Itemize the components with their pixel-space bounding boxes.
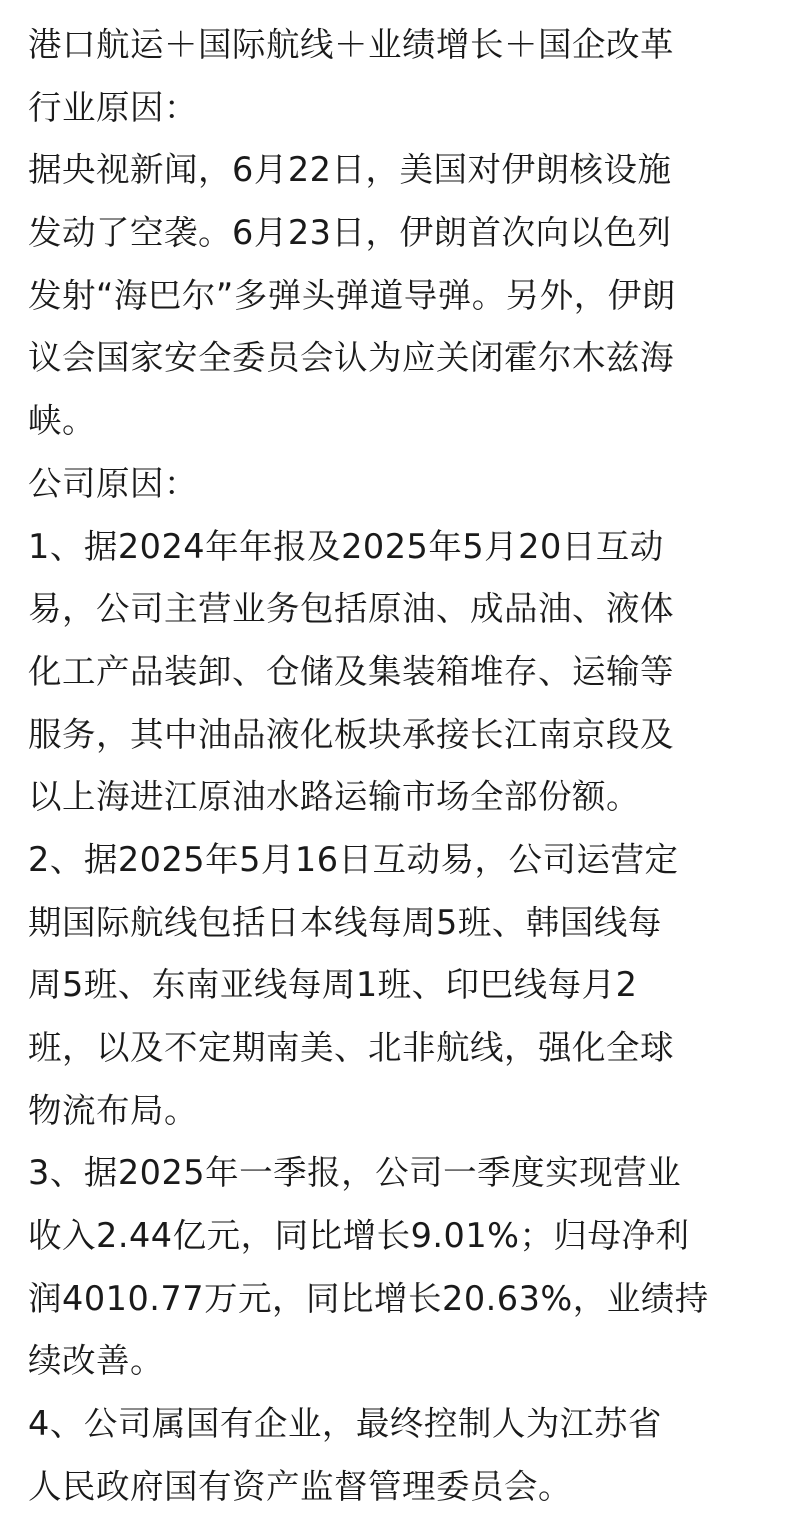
text-line: 物流布局。 xyxy=(28,1090,198,1130)
headline: 港口航运＋国际航线＋业绩增长＋国企改革 xyxy=(28,25,674,64)
text-line: 班，以及不定期南美、北非航线，强化全球 xyxy=(28,1028,674,1067)
section-heading-company: 公司原因： xyxy=(28,463,198,503)
text-line: 4、公司属国有企业，最终控制人为江苏省 xyxy=(28,1404,662,1444)
text-line: 收入2.44亿元，同比增长9.01%；归母净利 xyxy=(28,1216,690,1256)
text-line: 发动了空袭。6月23日，伊朗首次向以色列 xyxy=(28,213,672,253)
text-line: 发射“海巴尔”多弹头弹道导弹。另外，伊朗 xyxy=(28,275,676,315)
document-body xyxy=(28,14,773,1519)
text-line: 化工产品装卸、仓储及集装箱堆存、运输等 xyxy=(28,651,674,691)
text-line: 以上海进江原油水路运输市场全部份额。 xyxy=(28,777,640,817)
text-line: 周5班、东南亚线每周1班、印巴线每月2 xyxy=(28,965,638,1005)
text-line: 服务，其中油品液化板块承接长江南京段及 xyxy=(28,714,674,754)
text-line: 续改善。 xyxy=(28,1341,164,1381)
text-line: 润4010.77万元，同比增长20.63%，业绩持 xyxy=(28,1278,709,1318)
text-line: 2、据2025年5月16日互动易，公司运营定 xyxy=(28,839,679,879)
text-line: 易，公司主营业务包括原油、成品油、液体 xyxy=(28,589,674,629)
text-line: 3、据2025年一季报，公司一季度实现营业 xyxy=(28,1153,682,1193)
text-line: 人民政府国有资产监督管理委员会。 xyxy=(28,1466,572,1506)
text-line: 议会国家安全委员会认为应关闭霍尔木兹海 xyxy=(28,338,674,378)
text-line: 期国际航线包括日本线每周5班、韩国线每 xyxy=(28,902,662,942)
text-line: 据央视新闻，6月22日，美国对伊朗核设施 xyxy=(28,150,672,190)
text-line: 峡。 xyxy=(28,401,96,441)
text-line: 1、据2024年年报及2025年5月20日互动 xyxy=(28,526,664,566)
section-heading-industry: 行业原因： xyxy=(28,87,198,127)
